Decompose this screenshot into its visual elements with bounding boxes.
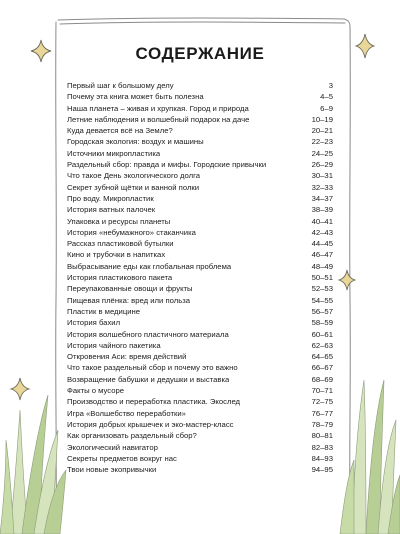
toc-entry-title: Про воду. Микропластик bbox=[67, 193, 154, 203]
toc-entry bbox=[67, 148, 333, 159]
toc-entry-title: Городская экология: воздух и машины bbox=[67, 137, 204, 147]
toc-entry bbox=[67, 272, 333, 283]
toc-entry bbox=[67, 125, 333, 136]
toc-entry bbox=[67, 396, 333, 407]
toc-entry bbox=[67, 306, 333, 317]
toc-entry-pages: 54–55 bbox=[311, 295, 333, 305]
toc-entry bbox=[67, 419, 333, 430]
toc-entry-pages: 24–25 bbox=[311, 148, 333, 158]
star-icon bbox=[339, 270, 355, 290]
toc-entry-pages: 82–83 bbox=[311, 442, 333, 452]
toc-entry-title: Источники микропластика bbox=[67, 148, 161, 158]
toc-entry bbox=[67, 227, 333, 238]
toc-entry-pages: 58–59 bbox=[311, 318, 333, 328]
toc-entry bbox=[67, 464, 333, 475]
toc-entry bbox=[67, 91, 333, 102]
toc-entry-title: История чайного пакетика bbox=[67, 340, 161, 350]
toc-entry-title: История ватных палочек bbox=[67, 205, 156, 215]
toc-entry bbox=[67, 249, 333, 260]
toc-entry bbox=[67, 430, 333, 441]
toc-entry-pages: 56–57 bbox=[311, 306, 333, 316]
toc-entry bbox=[67, 204, 333, 215]
toc-entry-pages: 4–5 bbox=[320, 92, 333, 102]
toc-entry-pages: 94–95 bbox=[311, 465, 333, 475]
toc-entry-title: Упаковка и ресурсы планеты bbox=[67, 216, 171, 226]
toc-entry-title: Рассказ пластиковой бутылки bbox=[67, 239, 174, 249]
toc-entry bbox=[67, 136, 333, 147]
toc-entry-title: Твои новые экопривычки bbox=[67, 465, 157, 475]
toc-entry bbox=[67, 329, 333, 340]
toc-entry bbox=[67, 351, 333, 362]
toc-entry-pages: 20–21 bbox=[311, 126, 333, 136]
toc-entry-pages: 50–51 bbox=[311, 273, 333, 283]
toc-entry-pages: 34–37 bbox=[311, 193, 333, 203]
page-title: СОДЕРЖАНИЕ bbox=[135, 44, 265, 63]
toc-entry-pages: 78–79 bbox=[311, 419, 333, 429]
toc-entry-title: Раздельный сбор: правда и мифы. Городские привычки bbox=[67, 160, 267, 170]
toc-entry bbox=[67, 193, 333, 204]
toc-entry-title: История «небумажного» стаканчика bbox=[67, 227, 196, 237]
toc-entry bbox=[67, 114, 333, 125]
toc-entry bbox=[67, 362, 333, 373]
toc-entry-title: Пластик в медицине bbox=[67, 306, 141, 316]
toc-entry-title: Первый шаг к большому делу bbox=[67, 81, 174, 90]
toc-entry-title: Переупакованные овощи и фрукты bbox=[67, 284, 193, 294]
toc-entry-pages: 40–41 bbox=[311, 216, 333, 226]
toc-entry-title: Что такое День экологического долга bbox=[67, 171, 200, 181]
toc-entry-title: Факты о мусоре bbox=[67, 386, 125, 396]
toc-entry bbox=[67, 408, 333, 419]
toc-entry bbox=[67, 159, 333, 170]
toc-entry bbox=[67, 170, 333, 181]
toc-entry bbox=[67, 317, 333, 328]
toc-entry bbox=[67, 385, 333, 396]
toc-entry bbox=[67, 216, 333, 227]
toc-entry-title: Летние наблюдения и волшебный подарок на даче bbox=[67, 114, 250, 124]
toc-entry bbox=[67, 182, 333, 193]
toc-entry-title: Пищевая плёнка: вред или польза bbox=[67, 295, 191, 305]
toc-entry bbox=[67, 442, 333, 453]
toc-entry-pages: 62–63 bbox=[311, 340, 333, 350]
toc-entry-pages: 76–77 bbox=[311, 408, 333, 418]
toc-entry bbox=[67, 238, 333, 249]
toc-entry bbox=[67, 453, 333, 464]
toc-entry-pages: 68–69 bbox=[311, 374, 333, 384]
toc-entry-title: Выбрасывание еды как глобальная проблема bbox=[67, 261, 232, 271]
table-of-contents bbox=[67, 80, 333, 475]
toc-entry-title: Как организовать раздельный сбор? bbox=[67, 431, 197, 441]
star-icon bbox=[11, 378, 29, 400]
toc-entry-pages: 66–67 bbox=[311, 363, 333, 373]
toc-entry-pages: 46–47 bbox=[311, 250, 333, 260]
toc-entry-title: Секреты предметов вокруг нас bbox=[67, 453, 177, 463]
toc-entry-pages: 3 bbox=[328, 81, 333, 90]
toc-entry-title: История пластикового пакета bbox=[67, 273, 173, 283]
toc-entry-title: Почему эта книга может быть полезна bbox=[67, 92, 204, 102]
toc-entry-pages: 72–75 bbox=[311, 397, 333, 407]
toc-entry-pages: 70–71 bbox=[311, 386, 333, 396]
toc-entry-pages: 44–45 bbox=[311, 239, 333, 249]
toc-entry bbox=[67, 103, 333, 114]
toc-entry-pages: 52–53 bbox=[311, 284, 333, 294]
toc-entry bbox=[67, 340, 333, 351]
toc-entry-title: Секрет зубной щётки и ванной полки bbox=[67, 182, 200, 192]
toc-entry bbox=[67, 261, 333, 272]
toc-entry-title: Экологический навигатор bbox=[67, 442, 158, 452]
toc-entry-pages: 22–23 bbox=[311, 137, 333, 147]
toc-entry-title: История добрых крышечек и эко-мастер-класс bbox=[67, 419, 234, 429]
toc-entry-pages: 48–49 bbox=[311, 261, 333, 271]
toc-entry-pages: 60–61 bbox=[311, 329, 333, 339]
toc-entry bbox=[67, 80, 333, 91]
toc-entry-title: Откровения Аси: время действий bbox=[67, 352, 187, 362]
toc-entry-title: Что такое раздельный сбор и почему это важно bbox=[67, 363, 238, 373]
toc-entry-pages: 42–43 bbox=[311, 227, 333, 237]
toc-entry bbox=[67, 283, 333, 294]
toc-entry-title: Игра «Волшебство переработки» bbox=[67, 408, 186, 418]
toc-entry bbox=[67, 295, 333, 306]
toc-entry-pages: 26–29 bbox=[311, 160, 333, 170]
toc-entry-title: История бахил bbox=[67, 318, 121, 328]
toc-entry-pages: 10–19 bbox=[311, 114, 333, 124]
toc-entry-title: Куда девается всё на Земле? bbox=[67, 126, 173, 136]
toc-entry-title: Возвращение бабушки и дедушки и выставка bbox=[67, 374, 230, 384]
toc-entry bbox=[67, 374, 333, 385]
toc-entry-pages: 64–65 bbox=[311, 352, 333, 362]
toc-entry-title: Наша планета – живая и хрупкая. Город и природа bbox=[67, 103, 249, 113]
toc-entry-pages: 38–39 bbox=[311, 205, 333, 215]
toc-entry-pages: 84–93 bbox=[311, 453, 333, 463]
toc-entry-title: История волшебного пластичного материала bbox=[67, 329, 229, 339]
grass-right-illustration bbox=[340, 380, 400, 534]
toc-entry-pages: 6–9 bbox=[320, 103, 333, 113]
toc-entry-title: Производство и переработка пластика. Экослед bbox=[67, 397, 241, 407]
toc-entry-title: Кино и трубочки в напитках bbox=[67, 250, 166, 260]
toc-entry-pages: 32–33 bbox=[311, 182, 333, 192]
toc-entry-pages: 30–31 bbox=[311, 171, 333, 181]
toc-entry-pages: 80–81 bbox=[311, 431, 333, 441]
